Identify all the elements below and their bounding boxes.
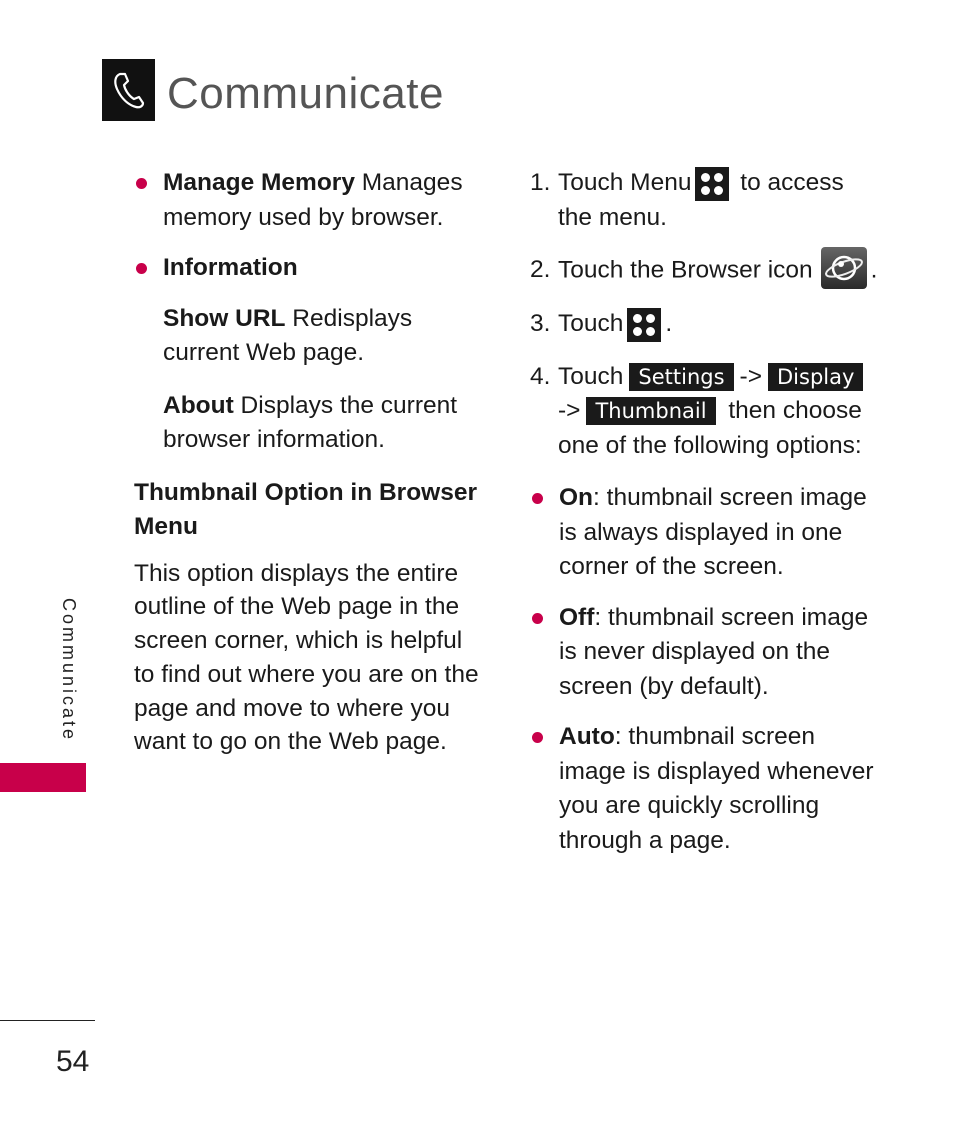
section-heading: Thumbnail Option in Browser Menu	[134, 478, 477, 540]
section-paragraph: This option displays the entire outline of the Web page in the screen corner, which is helpful to find out where you are on the page and move to where you want to go on the Web page.	[134, 559, 479, 756]
option-desc: : thumbnail screen image is always displayed in one corner of the screen.	[559, 484, 867, 581]
step-text-after: .	[665, 310, 673, 338]
step-number: 2.	[530, 256, 551, 284]
settings-label: Settings	[629, 363, 733, 391]
step-text-after: .	[870, 256, 878, 284]
option-term: Off	[559, 603, 595, 631]
manage-memory-desc: Manages memory used by browser.	[163, 169, 463, 231]
option-term: On	[559, 484, 594, 512]
browser-globe-icon	[821, 247, 867, 289]
option-auto	[530, 720, 880, 858]
step-number: 3.	[530, 310, 551, 338]
arrow-text: ->	[739, 362, 762, 390]
step-4	[530, 360, 880, 464]
information-term: Information	[163, 254, 298, 281]
step-text: Touch	[558, 362, 624, 390]
option-desc: : thumbnail screen image is never displayed on the screen (by default).	[559, 603, 869, 700]
step-text: Touch	[558, 310, 624, 338]
step-number: 4.	[530, 362, 551, 390]
about-term: About	[163, 391, 234, 419]
option-desc: : thumbnail screen image is displayed whenever you are quickly scrolling through a page.	[559, 723, 874, 854]
manage-memory-item	[134, 166, 484, 235]
bullet-icon	[136, 263, 147, 274]
bullet-icon	[532, 493, 543, 504]
manage-memory-term: Manage Memory	[163, 169, 355, 196]
thumbnail-label: Thumbnail	[586, 397, 715, 425]
option-off	[530, 601, 880, 705]
show-url-desc: Redisplays current Web page.	[163, 304, 413, 366]
step-2	[530, 253, 880, 289]
bullet-icon	[532, 613, 543, 624]
page-title: Communicate	[167, 69, 444, 118]
bullet-icon	[136, 178, 147, 189]
information-item	[134, 251, 484, 286]
footer-divider	[0, 1020, 95, 1021]
step-text: Touch Menu	[558, 169, 692, 196]
sidebar-tab-marker	[0, 763, 86, 792]
menu-grid-icon	[695, 167, 729, 201]
step-text: Touch the Browser icon	[558, 256, 813, 284]
sidebar-section-label: Communicate	[59, 598, 79, 743]
display-label: Display	[768, 363, 863, 391]
about-desc: Displays the current browser information.	[163, 391, 458, 453]
option-on	[530, 481, 880, 585]
step-number: 1.	[530, 169, 551, 196]
menu-grid-icon	[627, 308, 661, 342]
step-1	[530, 166, 880, 235]
show-url-term: Show URL	[163, 304, 286, 332]
step-text-after: then choose one of the following options:	[558, 397, 862, 459]
show-url-item	[134, 302, 484, 371]
step-text-after: to access the menu.	[558, 169, 844, 231]
page-number: 54	[56, 1045, 90, 1078]
option-term: Auto	[559, 723, 615, 751]
right-column	[530, 166, 880, 874]
phone-handset-icon	[102, 59, 155, 121]
bullet-icon	[532, 732, 543, 743]
about-item	[134, 389, 484, 458]
arrow-text: ->	[558, 397, 581, 425]
step-3	[530, 307, 880, 342]
left-column	[134, 166, 484, 759]
